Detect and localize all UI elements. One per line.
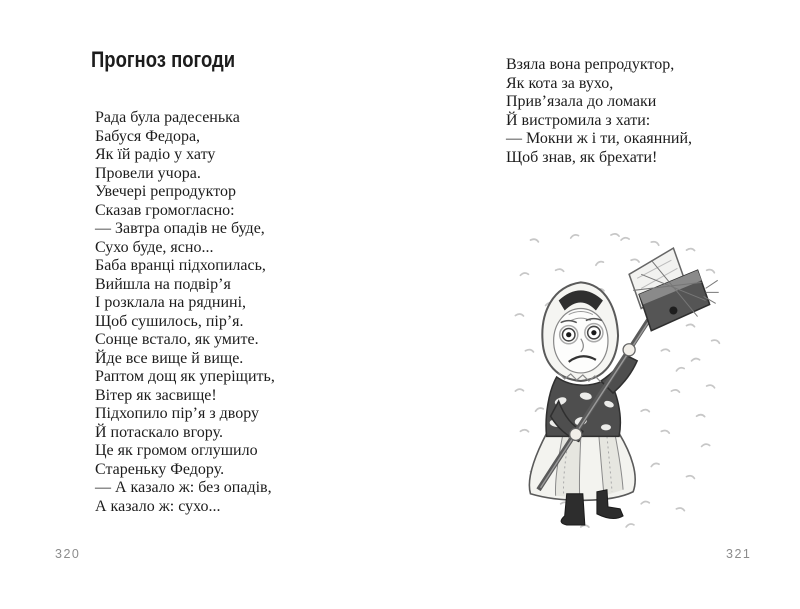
poem-line: Як їй радіо у хату	[95, 146, 216, 163]
poem-line: Взяла вона репродуктор,	[506, 56, 675, 73]
poem-line: Провели учора.	[95, 164, 201, 182]
poem-line: Як кота за вухо,	[506, 74, 614, 92]
poem-line: Й потаскало вгору.	[95, 423, 223, 441]
poem-line: Раптом дощ як уперіщить,	[95, 368, 275, 385]
poem-line: — Мокни ж і ти, окаянний,	[506, 130, 693, 147]
poem-line: І розклала на ряднині,	[95, 294, 247, 311]
poem-line: Сухо буде, ясно...	[95, 238, 214, 256]
loudspeaker-icon	[629, 248, 719, 331]
poem-line: Стареньку Федору.	[95, 460, 225, 478]
poem-line: Прив’язала до ломаки	[506, 93, 657, 110]
poem-line: Підхопило пір’я з двору	[95, 405, 260, 422]
poem-line: Вітер як засвище!	[95, 386, 217, 404]
poem-line: Сонце встало, як умите.	[95, 331, 259, 348]
poem-line: Увечері репродуктор	[95, 183, 236, 200]
poem-line: Щоб знав, як брехати!	[506, 148, 658, 166]
poem-line: Щоб сушилось, пір’я.	[95, 312, 244, 330]
poem-line: Й вистромила з хати:	[506, 111, 651, 129]
poem-line: А казало ж: сухо...	[95, 497, 221, 515]
poem-line: Рада була радесенька	[95, 109, 240, 126]
page-number-right: 321	[726, 547, 752, 561]
poem-line: — Завтра опадів не буде,	[95, 220, 265, 237]
right-poem	[506, 56, 692, 167]
poem-line: Це як громом оглушило	[95, 442, 258, 459]
fedora-figure-icon	[529, 248, 718, 525]
poem-line: Вийшла на подвір’я	[95, 275, 231, 293]
page-number-left: 320	[55, 547, 81, 561]
poem-line: Йде все вище й вище.	[95, 349, 244, 367]
left-poem	[95, 109, 275, 516]
poem-title: Прогноз погоди	[91, 48, 236, 73]
grandma-fedora-loudspeaker-in-rain-icon	[500, 230, 722, 532]
poem-line: Бабуся Федора,	[95, 127, 201, 145]
poem-line: Сказав громогласно:	[95, 201, 235, 219]
poem-line: Баба вранці підхопилась,	[95, 257, 266, 274]
poem-line: — А казало ж: без опадів,	[95, 479, 272, 496]
